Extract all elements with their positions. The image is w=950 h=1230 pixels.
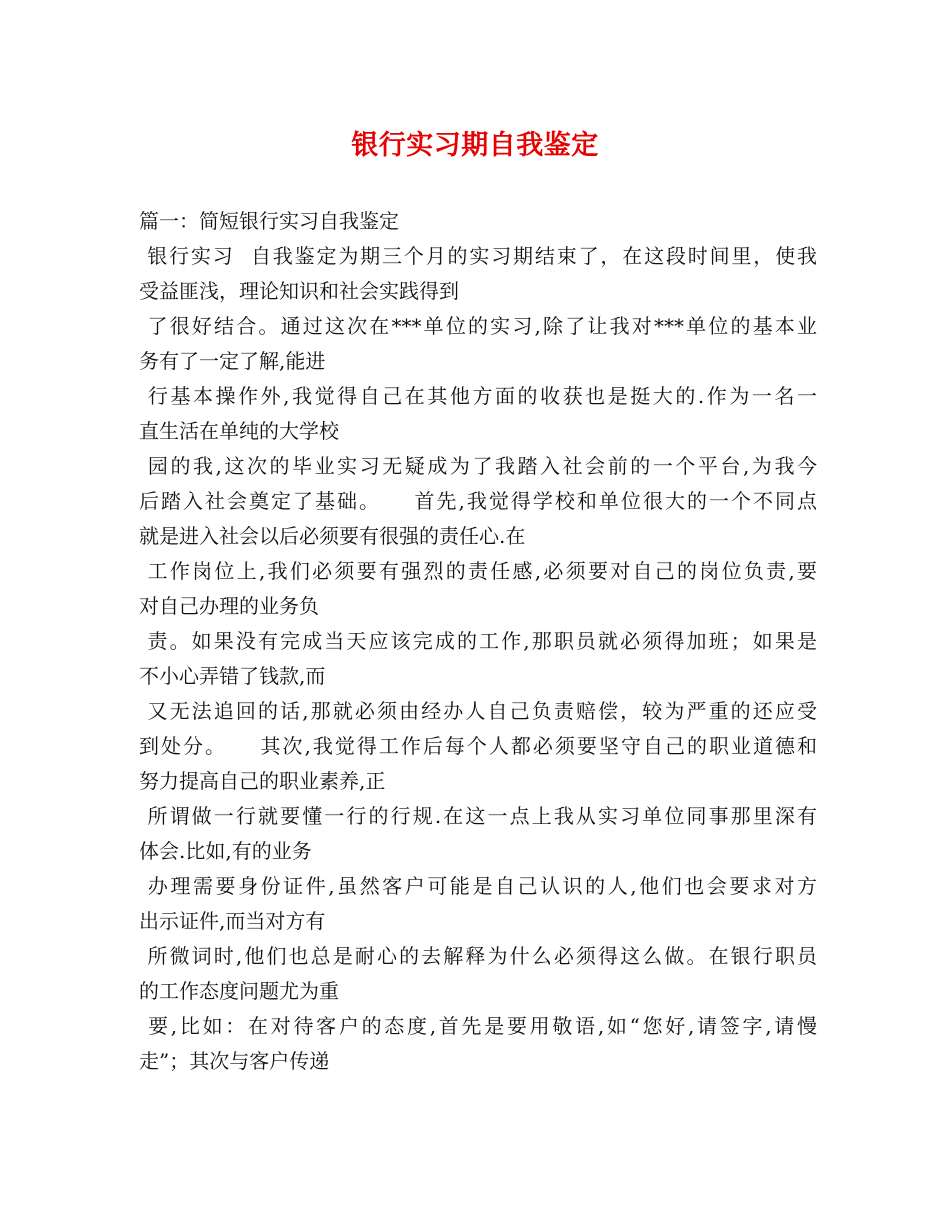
body-text-line: 要,比如：在对待客户的态度,首先是要用敬语,如“您好,请签字,请慢 [139, 1014, 817, 1038]
body-text-line: 责。如果没有完成当天应该完成的工作,那职员就必须得加班；如果是 [139, 629, 817, 653]
document-body [139, 204, 817, 1079]
body-text-line: 就是进入社会以后必须要有很强的责任心.在 [139, 524, 526, 548]
body-text-line: 直生活在单纯的大学校 [139, 419, 339, 443]
body-text-line: 到处分。 其次,我觉得工作后每个人都必须要坚守自己的职业道德和 [139, 734, 817, 758]
body-text-line: 务有了一定了解,能进 [139, 349, 326, 373]
body-text-line: 所谓做一行就要懂一行的行规.在这一点上我从实习单位同事那里深有 [139, 804, 817, 828]
body-text-line: 出示证件,而当对方有 [139, 909, 326, 933]
body-text-line: 的工作态度问题尤为重 [139, 979, 339, 1003]
body-text-line: 工作岗位上,我们必须要有强烈的责任感,必须要对自己的岗位负责,要 [139, 559, 817, 583]
body-text-line: 了很好结合。通过这次在***单位的实习,除了让我对***单位的基本业 [139, 314, 817, 338]
body-text-line: 对自己办理的业务负 [139, 594, 319, 618]
body-text-line: 银行实习 自我鉴定为期三个月的实习期结束了，在这段时间里，使我 [139, 244, 817, 268]
document-title: 银行实习期自我鉴定 [351, 130, 599, 161]
body-text-line: 受益匪浅，理论知识和社会实践得到 [139, 279, 459, 303]
body-text-line: 篇一：简短银行实习自我鉴定 [139, 209, 399, 233]
body-text-line: 行基本操作外,我觉得自己在其他方面的收获也是挺大的.作为一名一 [139, 384, 817, 408]
body-text-line: 又无法追回的话,那就必须由经办人自己负责赔偿，较为严重的还应受 [139, 699, 817, 723]
body-text-line: 体会.比如,有的业务 [139, 839, 312, 863]
body-text-line: 所微词时,他们也总是耐心的去解释为什么必须得这么做。在银行职员 [139, 944, 817, 968]
body-text-line: 不小心弄错了钱款,而 [139, 664, 326, 688]
body-text-line: 后踏入社会奠定了基础。 首先,我觉得学校和单位很大的一个不同点 [139, 489, 817, 513]
body-text-line: 办理需要身份证件,虽然客户可能是自己认识的人,他们也会要求对方 [139, 874, 817, 898]
body-text-line: 园的我,这次的毕业实习无疑成为了我踏入社会前的一个平台,为我今 [139, 454, 817, 478]
body-text-line: 努力提高自己的职业素养,正 [139, 769, 386, 793]
body-text-line: 走”；其次与客户传递 [139, 1049, 330, 1073]
